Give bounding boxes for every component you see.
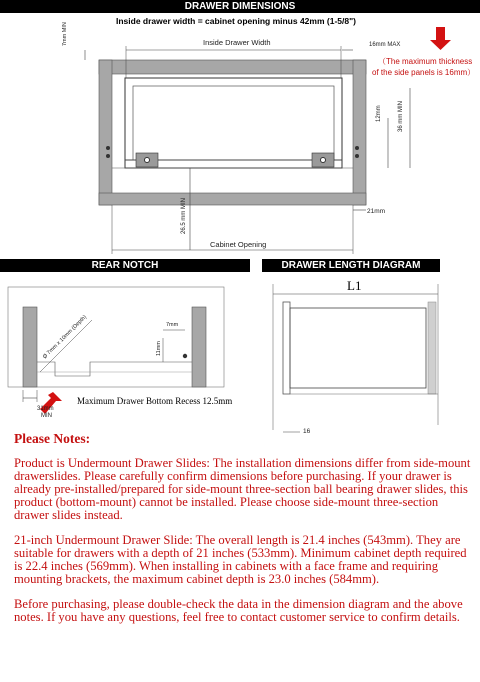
min-31mm-label: 31mm [37, 406, 54, 412]
cabinet-opening-label: Cabinet Opening [210, 240, 267, 249]
drawer-length-diagram-header: DRAWER LENGTH DIAGRAM [262, 259, 440, 272]
side-panel-note-line2: of the side panels is 16mm） [372, 68, 476, 77]
max-bottom-recess-label: Maximum Drawer Bottom Recess 12.5mm [77, 396, 233, 406]
dim-21mm-label: 21mm [367, 208, 386, 215]
note-paragraph-2: 21-inch Undermount Drawer Slide: The overall length is 21.4 inches (543mm). They are suitable for drawers with a depth of 21 inches (533mm). Minimum cabinet depth required is 22.4 inches (569mm). When installing in cabinets with a face frame and requiring mounting brackets, the maximum cabinet depth is 23.0 inches (584mm). [14, 533, 467, 586]
drawer-width-formula: Inside drawer width = cabinet opening minus 42mm (1-5/8") [116, 16, 356, 26]
notch-11mm-label: 11mm [156, 341, 162, 356]
l1-label: L1 [347, 278, 362, 293]
side-panel-note-line1: （The maximum thickness [378, 57, 473, 66]
min-7mm-label: 7mm MIN [62, 22, 68, 46]
notch-7mm-label: 7mm [166, 322, 179, 328]
inside-drawer-width-label: Inside Drawer Width [203, 38, 271, 47]
hole-size-label: Ø 7mm x 10mm (Depth) [42, 314, 88, 361]
rear-notch-header: REAR NOTCH [0, 259, 250, 272]
min-36mm-label: 36 mm MIN [398, 100, 404, 132]
min-26-5mm-label: 26.5 mm MIN [181, 197, 187, 234]
dim-12mm-label: 12mm [376, 105, 382, 122]
min-31mm-suffix: MIN [41, 413, 52, 419]
max-16mm-label: 16mm MAX [369, 42, 401, 48]
notes-section [14, 432, 474, 636]
note-paragraph-1: Product is Undermount Drawer Slides: The installation dimensions differ from side-mount drawerslides. Please carefully confirm dimensions before purchasing. If your drawer is already pre-installed/prepared for side-mount three-section ball bearing drawer slides, this product (bottom-mount) cannot be installed. Please choose side-mount three-section drawer slides instead. [14, 456, 471, 522]
drawer-dimensions-header: DRAWER DIMENSIONS [0, 0, 480, 13]
notes-title: Please Notes: [14, 431, 91, 446]
note-paragraph-3: Before purchasing, please double-check the data in the dimension diagram and the above notes. If you have any questions, feel free to contact customer service to confirm details. [14, 597, 463, 624]
dim-16-label: 16 [303, 428, 311, 435]
